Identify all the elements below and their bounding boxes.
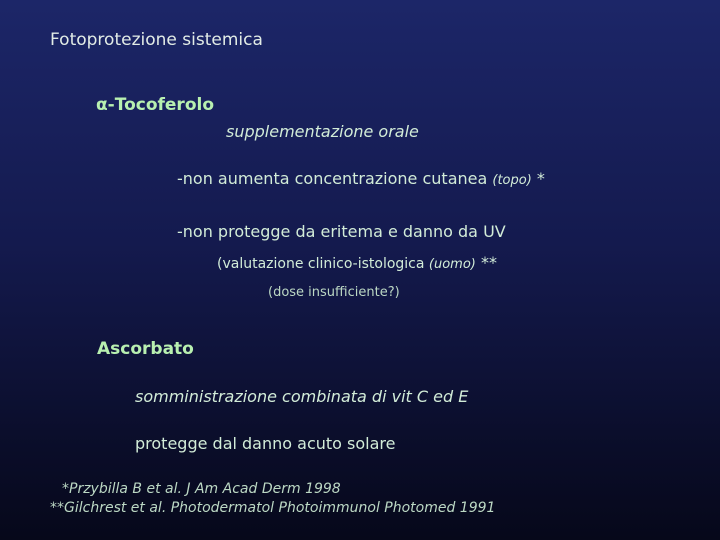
- alpha-line-4: (dose insufficiente?): [268, 285, 400, 300]
- ascorbato-heading: Ascorbato: [97, 339, 194, 359]
- alpha-line-3: [217, 253, 497, 272]
- alpha-line-1-text: -non aumenta concentrazione cutanea: [177, 169, 493, 188]
- alpha-subheading: supplementazione orale: [226, 122, 419, 141]
- ascorbato-subheading: somministrazione combinata di vit C ed E: [135, 387, 469, 406]
- slide-title: Fotoprotezione sistemica: [50, 30, 263, 50]
- ascorbato-line-1: protegge dal danno acuto solare: [135, 434, 396, 453]
- reference-2: **Gilchrest et al. Photodermatol Photoimmunol Photomed 1991: [50, 500, 496, 516]
- alpha-line-3-text: (valutazione clinico-istologica: [217, 256, 429, 272]
- reference-1: *Przybilla B et al. J Am Acad Derm 1998: [62, 481, 341, 497]
- alpha-line-2: -non protegge da eritema e danno da UV: [177, 222, 506, 241]
- alpha-line-3-mark: **: [475, 253, 497, 272]
- alpha-line-1-note: (topo): [492, 173, 532, 188]
- alpha-line-1: [177, 169, 545, 188]
- alpha-line-3-note: (uomo): [428, 257, 476, 272]
- alpha-line-1-mark: *: [531, 169, 545, 188]
- alpha-tocoferolo-heading: α-Tocoferolo: [96, 95, 215, 115]
